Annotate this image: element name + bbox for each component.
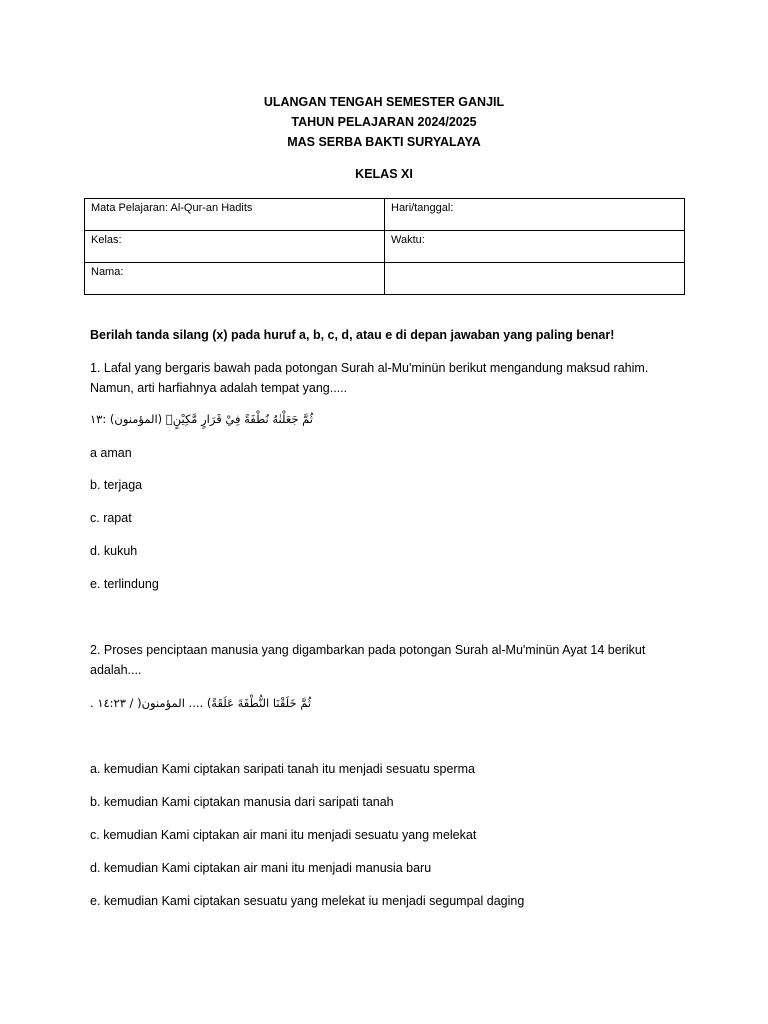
instruction-text: Berilah tanda silang (x) pada huruf a, b, c, d, atau e di depan jawaban yang paling benar! — [90, 328, 615, 342]
academic-year: TAHUN PELAJARAN 2024/2025 — [291, 115, 477, 129]
question-1-text-line2: Namun, arti harfiahnya adalah tempat yang..... — [90, 381, 348, 395]
question-1-arabic-verse: ثُمَّ جَعَلْنٰهُ نُطْفَةً فِيْ قَرَارٍ مَّكِيْنٍۖ (المؤمنون) :١٣ — [90, 412, 313, 426]
class-cell: Kelas: — [85, 231, 385, 263]
name-cell: Nama: — [85, 263, 385, 295]
info-row — [85, 231, 685, 263]
question-2-option-d[interactable]: d. kemudian Kami ciptakan air mani itu menjadi manusia baru — [90, 861, 432, 875]
question-1-text-line1: 1. Lafal yang bergaris bawah pada potongan Surah al-Mu'minün berikut mengandung maksud rahim. — [90, 361, 649, 375]
question-2-arabic-verse: ثُمَّ خَلَقْنَا النُّطْفَةَ عَلَقَةً) .... المؤمنون( / ١٤:٢٣ . — [90, 696, 312, 710]
question-2-text-line2: adalah.... — [90, 663, 142, 677]
empty-cell — [385, 263, 685, 295]
question-2-option-a[interactable]: a. kemudian Kami ciptakan saripati tanah itu menjadi sesuatu sperma — [90, 762, 475, 776]
question-2-text-line1: 2. Proses penciptaan manusia yang digambarkan pada potongan Surah al-Mu'minün Ayat 14 berikut — [90, 643, 646, 657]
question-1-option-a[interactable]: a aman — [90, 446, 132, 460]
info-row — [85, 199, 685, 231]
question-2-option-c[interactable]: c. kemudian Kami ciptakan air mani itu menjadi sesuatu yang melekat — [90, 828, 477, 842]
exam-title: ULANGAN TENGAH SEMESTER GANJIL — [263, 95, 505, 109]
question-1-option-e[interactable]: e. terlindung — [90, 577, 159, 591]
subject-cell: Mata Pelajaran: Al-Qur-an Hadits — [85, 199, 385, 231]
class-label: KELAS XI — [355, 167, 413, 181]
question-2-option-e[interactable]: e. kemudian Kami ciptakan sesuatu yang melekat iu menjadi segumpal daging — [90, 894, 525, 908]
info-row — [85, 263, 685, 295]
question-1-option-d[interactable]: d. kukuh — [90, 544, 138, 558]
question-1-option-c[interactable]: c. rapat — [90, 511, 132, 525]
time-cell: Waktu: — [385, 231, 685, 263]
school-name: MAS SERBA BAKTI SURYALAYA — [287, 135, 481, 149]
student-info-table — [84, 198, 685, 295]
question-2-option-b[interactable]: b. kemudian Kami ciptakan manusia dari saripati tanah — [90, 795, 394, 809]
question-1-option-b[interactable]: b. terjaga — [90, 478, 143, 492]
date-cell: Hari/tanggal: — [385, 199, 685, 231]
